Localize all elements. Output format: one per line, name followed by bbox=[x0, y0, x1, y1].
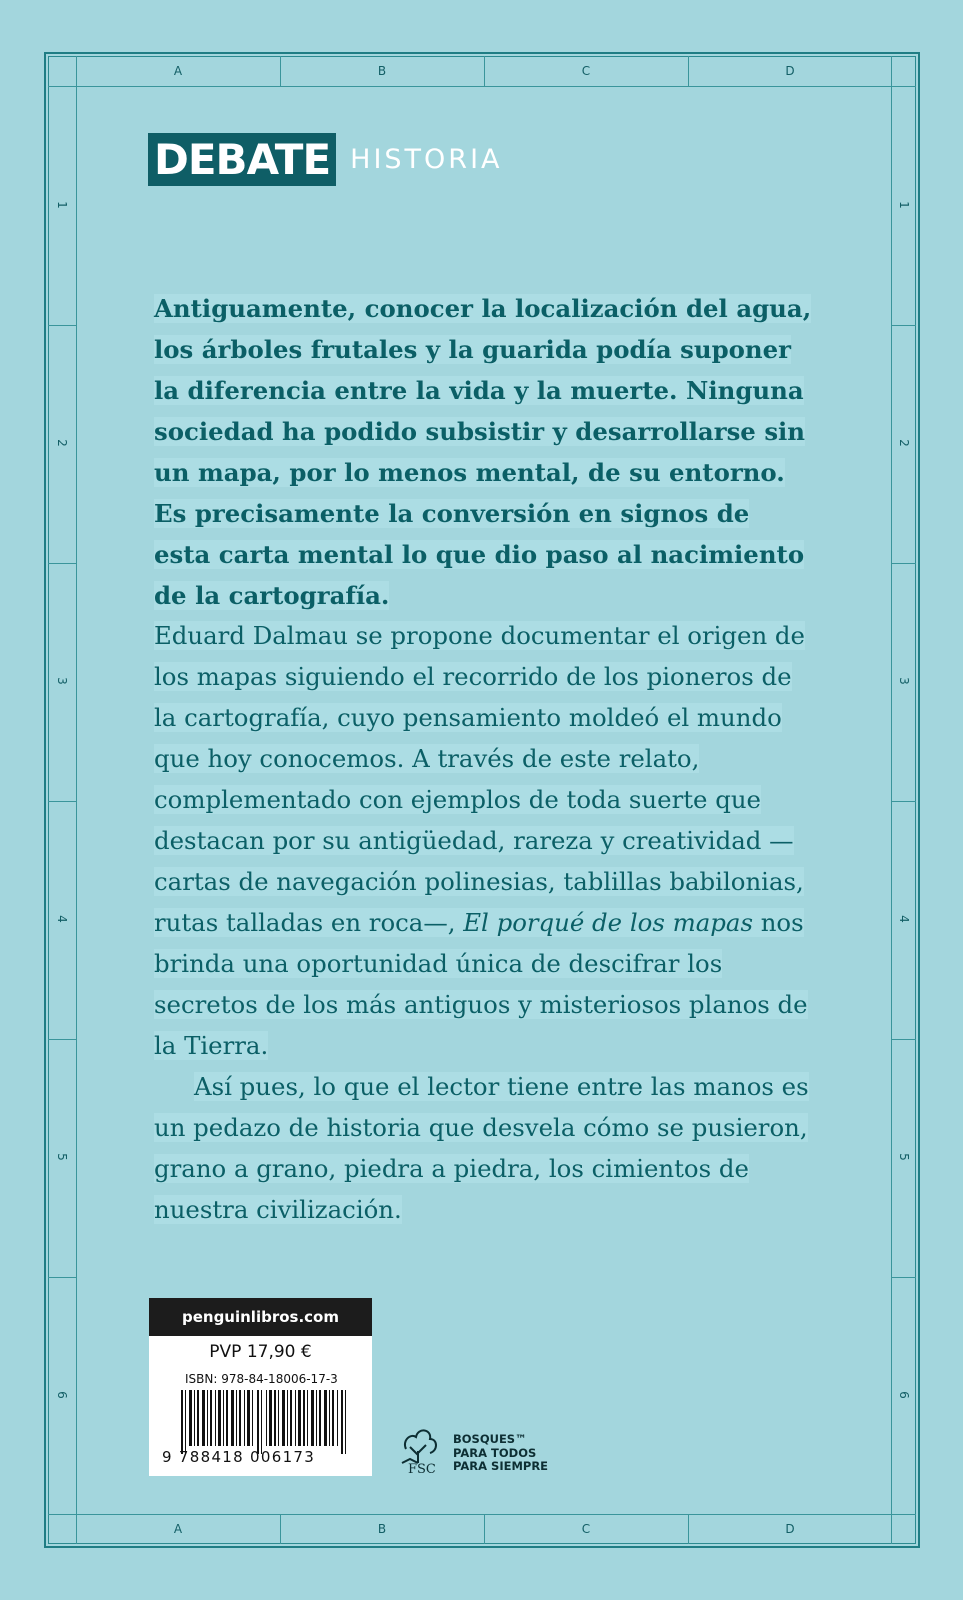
grid-left-line bbox=[76, 56, 77, 1544]
body-copy bbox=[154, 615, 814, 1230]
body-p1-after: nos brinda una oportunidad única de descifrar los secretos de los más antiguos y misteriosos planos de la Tierra. bbox=[154, 908, 808, 1060]
row-label-1-left: 1 bbox=[55, 201, 69, 209]
fsc-label: FSC bbox=[408, 1462, 436, 1477]
fsc-slogan bbox=[453, 1433, 548, 1474]
row-divider bbox=[891, 1039, 916, 1040]
row-divider bbox=[891, 325, 916, 326]
col-label-a-top: A bbox=[173, 64, 183, 78]
col-divider bbox=[484, 56, 485, 86]
col-label-a-bottom: A bbox=[173, 1522, 183, 1536]
col-label-c-top: C bbox=[581, 64, 591, 78]
col-label-b-top: B bbox=[377, 64, 387, 78]
lead-paragraph bbox=[154, 288, 814, 616]
row-label-3-left: 3 bbox=[55, 677, 69, 685]
col-divider bbox=[484, 1514, 485, 1544]
row-label-3-right: 3 bbox=[897, 677, 911, 685]
row-divider bbox=[48, 325, 76, 326]
brand-name: DEBATE bbox=[148, 133, 336, 186]
col-label-d-top: D bbox=[785, 64, 795, 78]
row-label-2-right: 2 bbox=[897, 439, 911, 447]
row-label-4-left: 4 bbox=[55, 915, 69, 923]
grid-bottom-line bbox=[48, 1514, 916, 1515]
row-divider bbox=[48, 563, 76, 564]
col-divider bbox=[688, 56, 689, 86]
brand-collection: HISTORIA bbox=[350, 144, 503, 175]
barcode-image bbox=[179, 1390, 357, 1454]
row-label-2-left: 2 bbox=[55, 439, 69, 447]
row-divider bbox=[891, 801, 916, 802]
price-label: PVP 17,90 € bbox=[209, 1342, 312, 1362]
col-divider bbox=[688, 1514, 689, 1544]
lead-text: Antiguamente, conocer la localización del agua, los árboles frutales y la guarida podía suponer la diferencia entre la vida y la muerte. Ninguna sociedad ha podido subsistir y desarrollarse sin un mapa, por lo menos mental, de su entorno. Es precisamente la conversión en signos de esta carta mental lo que dio paso al nacimiento de la cartografía. bbox=[154, 294, 812, 610]
grid-right-line bbox=[891, 56, 892, 1544]
book-title: El porqué de los mapas bbox=[463, 908, 753, 937]
row-label-1-right: 1 bbox=[897, 201, 911, 209]
col-label-d-bottom: D bbox=[785, 1522, 795, 1536]
col-divider bbox=[280, 56, 281, 86]
fsc-line-1: BOSQUES™ bbox=[453, 1432, 527, 1446]
row-divider bbox=[891, 1277, 916, 1278]
col-label-c-bottom: C bbox=[581, 1522, 591, 1536]
body-paragraph-1 bbox=[154, 615, 814, 1066]
row-divider bbox=[48, 1039, 76, 1040]
row-label-4-right: 4 bbox=[897, 915, 911, 923]
publisher-logo bbox=[148, 133, 503, 186]
price-barcode-box bbox=[149, 1298, 372, 1476]
body-paragraph-2 bbox=[154, 1066, 814, 1230]
row-divider bbox=[891, 563, 916, 564]
row-label-6-left: 6 bbox=[55, 1391, 69, 1399]
col-label-b-bottom: B bbox=[377, 1522, 387, 1536]
fsc-line-2: PARA TODOS bbox=[453, 1445, 537, 1460]
barcode-digits: 9 788418 006173 bbox=[162, 1448, 316, 1466]
row-label-5-left: 5 bbox=[55, 1153, 69, 1161]
col-divider bbox=[280, 1514, 281, 1544]
fsc-line-3: PARA SIEMPRE bbox=[453, 1459, 549, 1473]
body-p2-text: Así pues, lo que el lector tiene entre las manos es un pedazo de historia que desvela cómo se pusieron, grano a grano, piedra a piedra, los cimientos de nuestra civilización. bbox=[154, 1072, 809, 1224]
body-p1-before: Eduard Dalmau se propone documentar el origen de los mapas siguiendo el recorrido de los pioneros de la cartografía, cuyo pensamiento moldeó el mundo que hoy conocemos. A través de este relato, complementado con ejemplos de toda suerte que destacan por su antigüedad, rareza y creatividad —cartas de navegación polinesias, tablillas babilonias, rutas talladas en roca—, bbox=[154, 621, 805, 937]
row-label-5-right: 5 bbox=[897, 1153, 911, 1161]
row-label-6-right: 6 bbox=[897, 1391, 911, 1399]
grid-top-line bbox=[48, 86, 916, 87]
row-divider bbox=[48, 1277, 76, 1278]
isbn-label: ISBN: 978-84-18006-17-3 bbox=[185, 1372, 338, 1386]
row-divider bbox=[48, 801, 76, 802]
publisher-website: penguinlibros.com bbox=[149, 1298, 372, 1336]
